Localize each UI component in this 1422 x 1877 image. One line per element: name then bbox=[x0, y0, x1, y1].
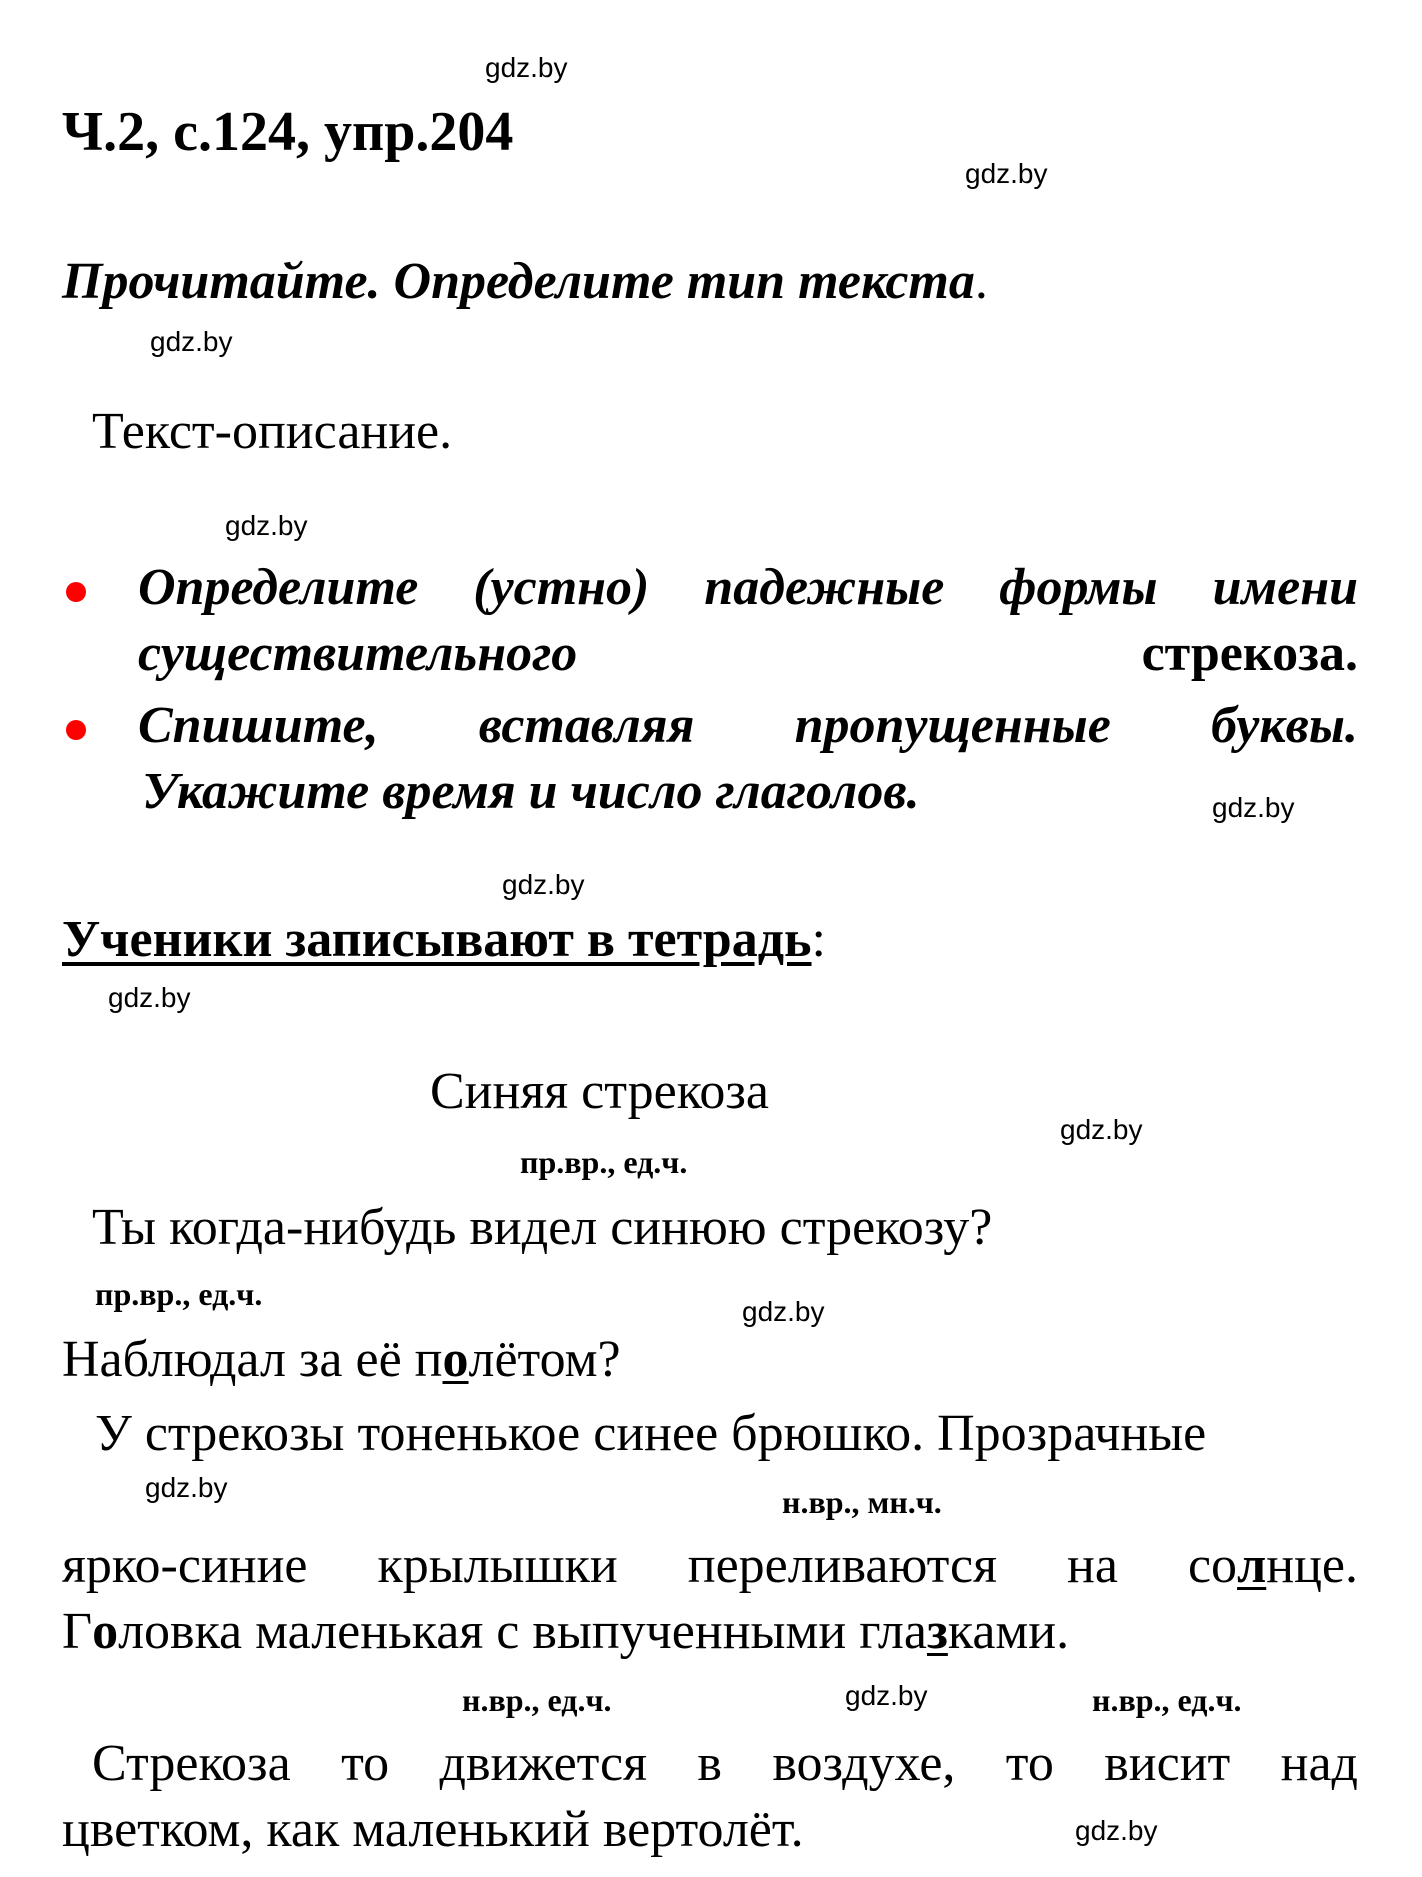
story-sentence: Стрекоза то движется в воздухе, то висит над bbox=[92, 1735, 1358, 1792]
task-copy-line1: Спишите, вставляя пропущенные буквы. bbox=[138, 697, 1358, 754]
watermark: gdz.by bbox=[108, 982, 191, 1013]
watermark: gdz.by bbox=[1212, 792, 1295, 823]
story-sentence: У стрекозы тоненькое синее брюшко. Прозрачные bbox=[95, 1405, 1207, 1462]
task-case-forms bbox=[138, 555, 1358, 687]
inserted-letter: з bbox=[926, 1603, 948, 1660]
verb-annotation: н.вр., мн.ч. bbox=[782, 1484, 942, 1520]
notebook-label-colon: : bbox=[811, 911, 826, 968]
notebook-label bbox=[62, 910, 826, 969]
sentence-part: нце. bbox=[1266, 1537, 1358, 1594]
watermark: gdz.by bbox=[145, 1472, 228, 1503]
verb-annotation: пр.вр., ед.ч. bbox=[520, 1144, 688, 1180]
verb-annotation: н.вр., ед.ч. bbox=[462, 1682, 612, 1718]
bullet-marker bbox=[66, 582, 86, 602]
watermark: gdz.by bbox=[225, 510, 308, 541]
watermark: gdz.by bbox=[965, 158, 1048, 189]
watermark: gdz.by bbox=[150, 326, 233, 357]
verb-annotation: пр.вр., ед.ч. bbox=[95, 1276, 263, 1312]
story-sentence: цветком, как маленький вертолёт. bbox=[62, 1801, 804, 1858]
task-instruction-text: Прочитайте. Определите тип текста bbox=[62, 253, 975, 310]
sentence-part: ярко-синие крылышки переливаются на со bbox=[62, 1537, 1238, 1594]
story-sentence bbox=[62, 1536, 1358, 1595]
sentence-part: лётом? bbox=[468, 1331, 621, 1388]
task-case-forms-word: стрекоза. bbox=[577, 625, 1358, 682]
story-sentence bbox=[62, 1602, 1069, 1661]
watermark: gdz.by bbox=[845, 1680, 928, 1711]
inserted-letter: о bbox=[442, 1331, 469, 1388]
answer-text-type: Текст-описание. bbox=[92, 403, 453, 460]
sentence-part: Наблюдал за её п bbox=[62, 1331, 443, 1388]
page-title: Ч.2, с.124, упр.204 bbox=[62, 101, 514, 163]
story-title: Синяя стрекоза bbox=[430, 1063, 769, 1120]
watermark: gdz.by bbox=[502, 869, 585, 900]
task-instruction-period: . bbox=[974, 253, 988, 310]
sentence-part: ловка маленькая с выпученными гла bbox=[118, 1603, 927, 1660]
inserted-letter: о bbox=[92, 1603, 119, 1660]
task-case-forms-text: Определите (устно) падежные формы имени существительного bbox=[138, 559, 1358, 682]
notebook-label-text: Ученики записывают в тетрадь bbox=[62, 911, 812, 968]
watermark: gdz.by bbox=[1075, 1815, 1158, 1846]
watermark: gdz.by bbox=[742, 1296, 825, 1327]
verb-annotation: н.вр., ед.ч. bbox=[1092, 1682, 1242, 1718]
task-instruction bbox=[62, 252, 988, 311]
sentence-part: ками. bbox=[947, 1603, 1070, 1660]
bullet-marker bbox=[66, 720, 86, 740]
sentence-part: Г bbox=[62, 1603, 93, 1660]
story-sentence bbox=[62, 1330, 621, 1389]
inserted-letter: л bbox=[1237, 1537, 1267, 1594]
watermark: gdz.by bbox=[1060, 1114, 1143, 1145]
task-copy-line2: Укажите время и число глаголов. bbox=[142, 763, 920, 820]
story-sentence: Ты когда-нибудь видел синюю стрекозу? bbox=[92, 1199, 993, 1256]
watermark: gdz.by bbox=[485, 52, 568, 83]
